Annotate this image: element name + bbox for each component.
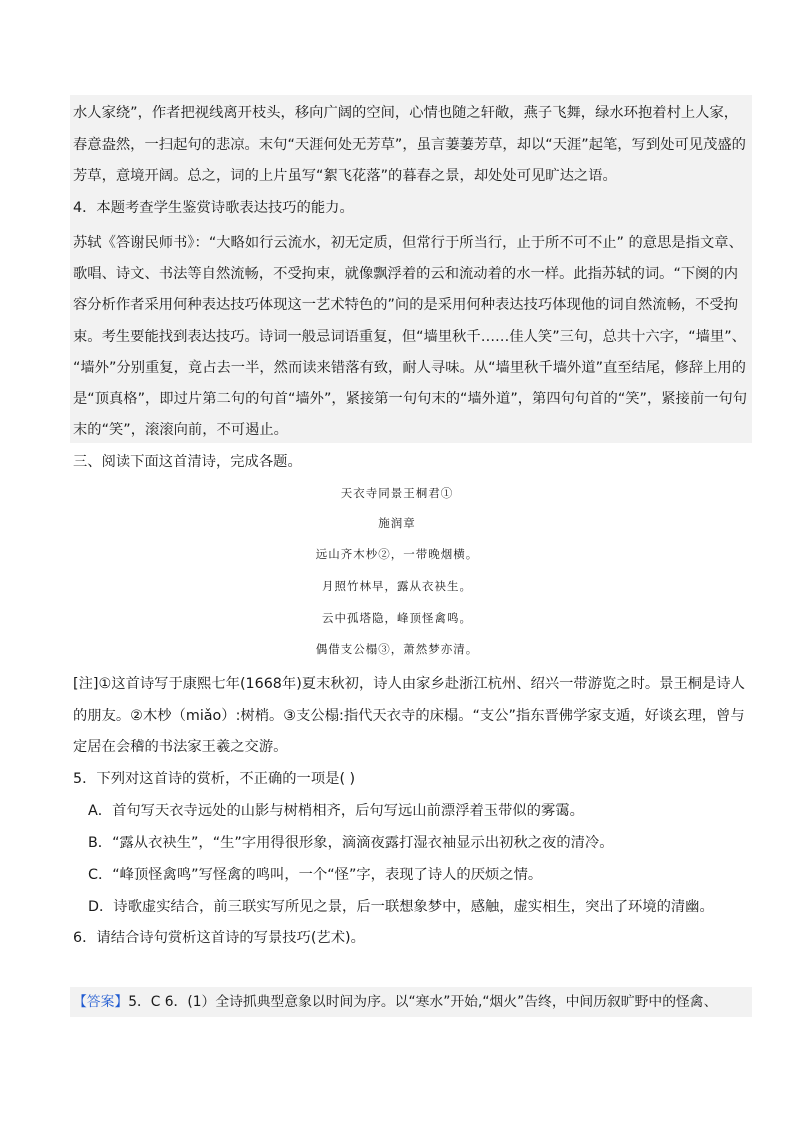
analysis-line: 春意盎然，一扫起句的悲凉。末句“天涯何处无芳草”，虽言萋萋芳草，却以“天涯”起笔，写到处可见茂盛的 — [73, 137, 746, 153]
answer-line — [73, 986, 749, 1018]
analysis-line: 苏轼《答谢民师书》：“大略如行云流水，初无定质，但常行于所当行，止于所不可不止” 的意思是指文章、 — [73, 235, 743, 251]
poem-title: 天衣寺同景王桐君① — [340, 486, 454, 500]
poem-line: 远山齐木杪②，一带晚烟横。 — [315, 547, 479, 561]
poem-line: 偶借支公榻③，萧然梦亦清。 — [315, 642, 479, 656]
analysis-line: 4．本题考查学生鉴赏诗歌表达技巧的能力。 — [73, 200, 354, 216]
analysis-line: 是“顶真格”，即过片第二句的句首“墙外”，紧接第一句句末的“墙外道”，第四句句首的“笑”，紧接前一句句 — [73, 391, 748, 407]
answer-key: 【答案】 — [73, 994, 129, 1010]
analysis-line: “墙外”分别重复，竟占去一半，然而读来错落有致，耐人寻味。从“墙里秋千墙外道”直至结尾，修辞上用的 — [73, 360, 746, 376]
option-d: D．诗歌虚实结合，前三联实写所见之景，后一联想象梦中，感触，虚实相生，突出了环境的清幽。 — [88, 899, 714, 915]
note-line: 的朋友。②木杪（miǎo）:树梢。③支公榻:指代天衣寺的床榻。“支公”指东晋佛学家支遁，好谈玄理，曾与 — [73, 708, 745, 724]
option-c: C．“峰顶怪禽鸣”写怪禽的鸣叫，一个“怪”字，表现了诗人的厌烦之情。 — [88, 867, 543, 883]
section-heading: 三、阅读下面这首清诗，完成各题。 — [73, 454, 302, 470]
question-6: 6．请结合诗句赏析这首诗的写景技巧(艺术)。 — [73, 930, 365, 946]
poem-line: 云中孤塔隐，峰顶怪禽鸣。 — [322, 611, 472, 625]
poem-line: 月照竹林早，露从衣袂生。 — [322, 579, 472, 593]
analysis-line: 芳草，意境开阔。总之，词的上片虽写“絮飞花落”的暮春之景，却处处可见旷达之语。 — [73, 168, 617, 184]
analysis-line: 束。考生要能找到表达技巧。诗词一般忌词语重复，但“墙里秋千……佳人笑”三句，总共十六字，“墙里”、 — [73, 329, 746, 345]
note-line: [注]①这首诗写于康熙七年(1668年)夏末秋初，诗人由家乡赴浙江杭州、绍兴一带游览之时。景王桐是诗人 — [73, 676, 745, 692]
analysis-line: 水人家绕”，作者把视线离开枝头，移向广阔的空间，心情也随之轩敞，燕子飞舞，绿水环抱着村上人家， — [73, 105, 739, 121]
question-5-stem: 5．下列对这首诗的赏析，不正确的一项是( ) — [73, 771, 356, 787]
option-a: A．首句写天衣寺远处的山影与树梢相齐，后句写远山前漂浮着玉带似的雾霭。 — [88, 803, 584, 819]
answer-text: 5．C 6．(1）全诗抓典型意象以时间为序。以“寒水”开始,“烟火”告终，中间历叙旷野中的怪禽、 — [128, 994, 718, 1010]
poem-author: 施润章 — [378, 516, 416, 530]
analysis-line: 末的“笑”，滚滚向前，不可遏止。 — [73, 422, 288, 438]
note-line: 定居在会稽的书法家王羲之交游。 — [73, 739, 288, 755]
analysis-line: 容分析作者采用何种表达技巧体现这一艺术特色的”问的是采用何种表达技巧体现他的词自然流畅，不受拘 — [73, 297, 739, 313]
option-b: B．“露从衣袂生”，“生”字用得很形象，滴滴夜露打湿衣袖显示出初秋之夜的清冷。 — [88, 835, 614, 851]
analysis-line: 歌唱、诗文、书法等自然流畅，不受拘束，就像飘浮着的云和流动着的水一样。此指苏轼的词。“下阕的内 — [73, 266, 739, 282]
